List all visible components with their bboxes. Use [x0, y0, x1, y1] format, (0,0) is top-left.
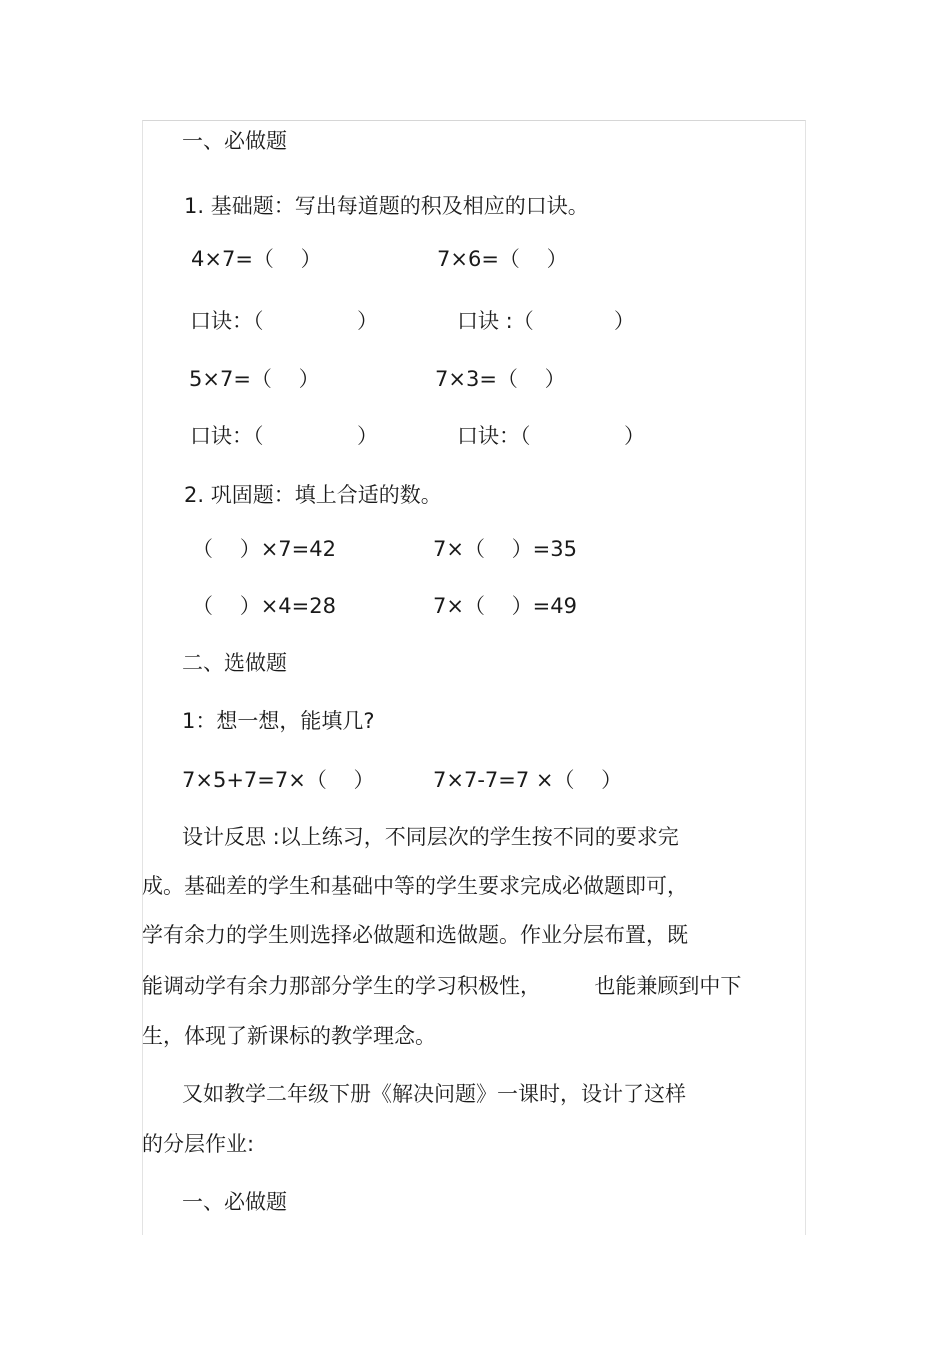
reflection-line-4: 能调动学有余力那部分学生的学习积极性， 也能兼顾到中下 — [142, 974, 742, 998]
question-2-title: 2. 巩固题：填上合适的数。 — [184, 483, 442, 507]
optional-equation-2: 7×7-7=7 ×（ ） — [433, 768, 623, 792]
section-heading-optional: 二、选做题 — [182, 651, 287, 675]
reflection-line-2: 成。基础差的学生和基础中等的学生要求完成必做题即可， — [142, 874, 688, 898]
q1-rhyme-4: 口诀：（ ） — [457, 424, 645, 448]
q1-equation-1: 4×7=（ ） — [191, 247, 322, 271]
optional-question-title: 1：想一想，能填几? — [182, 709, 375, 733]
example-line-2: 的分层作业: — [142, 1132, 255, 1156]
section-heading-required: 一、必做题 — [182, 129, 287, 153]
question-1-title: 1. 基础题：写出每道题的积及相应的口诀。 — [184, 194, 589, 218]
optional-equation-1: 7×5+7=7×（ ） — [182, 768, 375, 792]
section-heading-required-2: 一、必做题 — [182, 1190, 287, 1214]
q2-equation-1: （ ）×7=42 — [192, 537, 336, 561]
reflection-line-3: 学有余力的学生则选择必做题和选做题。作业分层布置，既 — [142, 923, 688, 947]
q2-equation-4: 7×（ ）=49 — [433, 594, 577, 618]
reflection-line-5: 生，体现了新课标的教学理念。 — [142, 1024, 436, 1048]
q1-rhyme-3: 口诀：（ ） — [190, 424, 378, 448]
example-line-1: 又如教学二年级下册《解决问题》一课时，设计了这样 — [182, 1082, 686, 1106]
q1-equation-3: 5×7=（ ） — [189, 367, 320, 391]
reflection-line-1: 设计反思 :以上练习，不同层次的学生按不同的要求完 — [182, 825, 679, 849]
q2-equation-3: （ ）×4=28 — [192, 594, 336, 618]
q1-rhyme-2: 口诀 :（ ） — [457, 309, 635, 333]
q1-equation-2: 7×6=（ ） — [437, 247, 568, 271]
q1-rhyme-1: 口诀：（ ） — [190, 309, 378, 333]
page-frame — [142, 120, 806, 1235]
q2-equation-2: 7×（ ）=35 — [433, 537, 577, 561]
q1-equation-4: 7×3=（ ） — [435, 367, 566, 391]
